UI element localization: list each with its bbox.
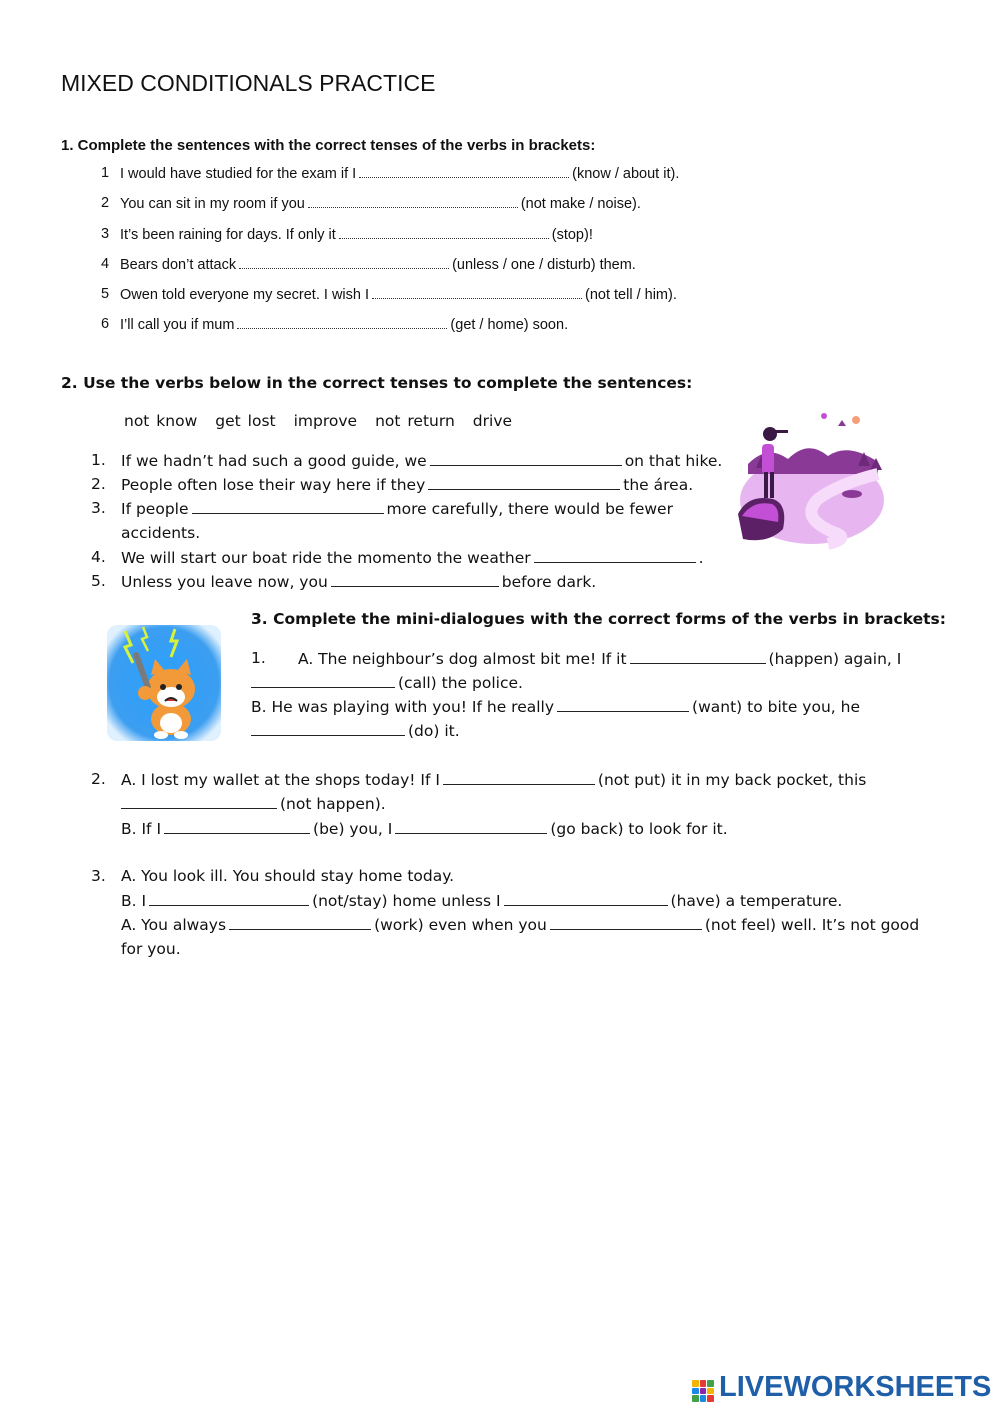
answer-blank[interactable] xyxy=(331,572,499,587)
answer-blank[interactable] xyxy=(251,673,395,688)
answer-blank[interactable] xyxy=(339,226,549,239)
section-1-heading: 1. Complete the sentences with the correct tenses of the verbs in brackets: xyxy=(61,137,596,154)
answer-blank[interactable] xyxy=(251,721,405,736)
angry-dog-illustration xyxy=(105,623,223,743)
hiker-illustration xyxy=(728,404,890,550)
answer-blank[interactable] xyxy=(395,819,547,834)
word-bank xyxy=(124,412,530,430)
answer-blank[interactable] xyxy=(630,649,766,664)
answer-blank[interactable] xyxy=(164,819,310,834)
page-title: MIXED CONDITIONALS PRACTICE xyxy=(61,70,436,96)
section-3-heading: 3. Complete the mini-dialogues with the correct forms of the verbs in brackets: xyxy=(251,610,946,628)
word-bank-item: get lost xyxy=(215,412,276,430)
answer-blank[interactable] xyxy=(359,165,569,178)
answer-blank[interactable] xyxy=(557,697,689,712)
answer-blank[interactable] xyxy=(428,475,620,490)
word-bank-item: drive xyxy=(472,412,513,430)
answer-blank[interactable] xyxy=(504,891,668,906)
answer-blank[interactable] xyxy=(121,794,277,809)
answer-blank[interactable] xyxy=(237,316,447,329)
answer-blank[interactable] xyxy=(430,451,622,466)
liveworksheets-logo-icon xyxy=(692,1380,714,1402)
answer-blank[interactable] xyxy=(372,286,582,299)
section-2-heading: 2. Use the verbs below in the correct tenses to complete the sentences: xyxy=(61,374,693,392)
answer-blank[interactable] xyxy=(443,770,595,785)
answer-blank[interactable] xyxy=(550,915,702,930)
liveworksheets-logo[interactable]: LIVEWORKSHEETS xyxy=(719,1371,992,1403)
word-bank-item: improve xyxy=(293,412,358,430)
answer-blank[interactable] xyxy=(308,195,518,208)
answer-blank[interactable] xyxy=(149,891,309,906)
answer-blank[interactable] xyxy=(192,499,384,514)
word-bank-item: not return xyxy=(375,412,455,430)
answer-blank[interactable] xyxy=(534,548,696,563)
word-bank-item: not know xyxy=(124,412,198,430)
answer-blank[interactable] xyxy=(239,256,449,269)
answer-blank[interactable] xyxy=(229,915,371,930)
